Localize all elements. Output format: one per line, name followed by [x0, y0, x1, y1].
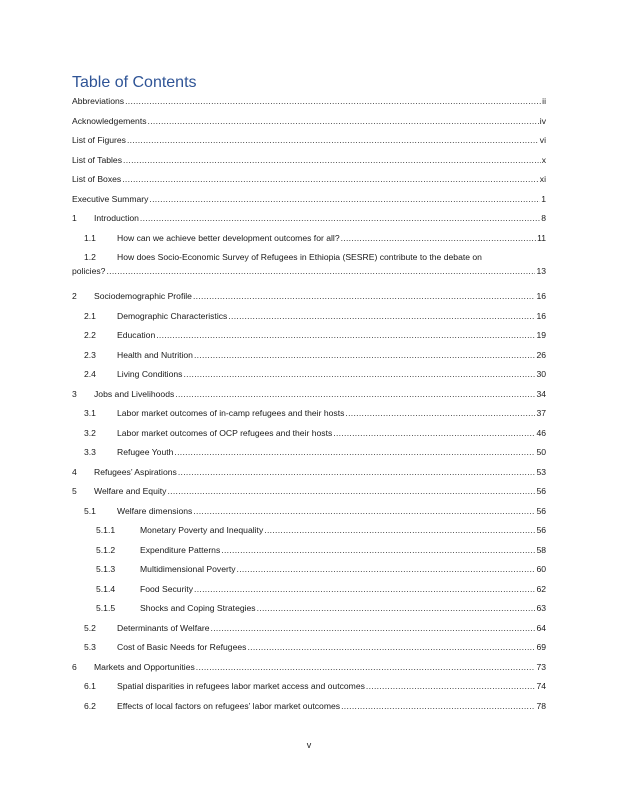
- toc-entry-title: Demographic Characteristics: [117, 310, 228, 321]
- toc-entry-page: xi: [539, 174, 546, 184]
- toc-entry[interactable]: [72, 406, 546, 426]
- toc-entry-number: 5.1.3: [96, 564, 116, 574]
- toc-entry-number: 1.2: [84, 252, 96, 262]
- toc-entry[interactable]: [72, 445, 546, 465]
- toc-dot-leader: [193, 504, 535, 518]
- toc-dot-leader: [211, 621, 536, 635]
- toc-entry-title: List of Tables: [72, 154, 123, 165]
- toc-entry-number: 2.1: [84, 310, 96, 321]
- toc-entry-line: [72, 309, 546, 323]
- toc-dot-leader: [345, 406, 535, 420]
- toc-entry-line: [72, 601, 546, 615]
- toc-entry-page: x: [541, 154, 546, 165]
- page-number: v: [306, 740, 312, 750]
- toc-dot-leader: [175, 387, 535, 401]
- toc-entry-line: [72, 465, 546, 479]
- toc-entry-number: 2.3: [84, 349, 96, 360]
- toc-entry-number: 3: [72, 388, 77, 399]
- toc-entry-line: [72, 94, 546, 108]
- toc-entry-page: 1: [541, 193, 546, 204]
- toc-dot-leader: [183, 367, 535, 381]
- toc-entry-line: [72, 445, 546, 459]
- toc-entry-page: 46: [536, 427, 546, 438]
- toc-entry-line: [72, 114, 546, 128]
- toc-entry-page: 16: [536, 291, 546, 301]
- toc-entry-number: 3.2: [84, 427, 96, 438]
- toc-entry-page: 13: [536, 266, 546, 276]
- toc-entry-line: [72, 543, 546, 557]
- toc-entry-title: Refugees’ Aspirations: [94, 466, 177, 477]
- toc-entry-number: 6.2: [84, 700, 96, 711]
- toc-entry-line: [72, 172, 546, 186]
- toc-entry-page: 78: [536, 700, 546, 711]
- toc-dot-leader: [127, 133, 539, 147]
- toc-entry-title: Introduction: [94, 213, 139, 223]
- toc-entry-line: [72, 640, 546, 654]
- toc-entry-number: 5.3: [84, 642, 96, 652]
- toc-entry-page: 26: [536, 349, 546, 360]
- toc-entry-page: 58: [536, 544, 546, 555]
- toc-entry-title: Jobs and Livelihoods: [94, 388, 175, 399]
- toc-entry-title: Education: [117, 330, 156, 340]
- toc-entry[interactable]: [72, 289, 546, 309]
- toc-dot-leader: [341, 231, 536, 245]
- toc-entry[interactable]: [72, 465, 546, 485]
- toc-entry-title: Acknowledgements: [72, 115, 147, 126]
- toc-entry-title: Welfare and Equity: [94, 486, 167, 496]
- toc-entry-line-2: [72, 264, 546, 278]
- toc-entry-line: [72, 387, 546, 401]
- toc-dot-leader: [333, 426, 535, 440]
- toc-entry-page: 53: [536, 466, 546, 477]
- toc-entry[interactable]: [72, 367, 546, 387]
- toc-entry-line: [72, 211, 546, 225]
- toc-entry[interactable]: [72, 192, 546, 212]
- toc-entry-title: Refugee Youth: [117, 447, 174, 457]
- toc-entry-page: 56: [536, 525, 546, 535]
- toc-entry-title: Welfare dimensions: [117, 505, 193, 516]
- toc-entry-page: vi: [539, 135, 546, 145]
- toc-entry[interactable]: [72, 309, 546, 329]
- toc-dot-leader: [221, 543, 535, 557]
- toc-entry[interactable]: [72, 133, 546, 153]
- toc-entry-page: 62: [536, 583, 546, 594]
- toc-dot-leader: [247, 640, 535, 654]
- toc-entry[interactable]: [72, 348, 546, 368]
- toc-dot-leader: [123, 153, 541, 167]
- toc-entry-number: 5: [72, 486, 77, 496]
- toc-dot-leader: [167, 484, 535, 498]
- toc-entry-number: 3.3: [84, 447, 96, 457]
- toc-dot-leader: [257, 601, 536, 615]
- toc-entry-page: 74: [536, 681, 546, 691]
- toc-entry-number: 6.1: [84, 681, 96, 691]
- toc-entry-title: Expenditure Patterns: [140, 544, 221, 555]
- toc-entry[interactable]: [72, 94, 546, 114]
- toc-entry-number: 5.1: [84, 505, 96, 516]
- toc-entry-number: 4: [72, 466, 77, 477]
- toc-entry-page: 11: [537, 232, 546, 243]
- toc-entry-number: 5.1.5: [96, 603, 116, 613]
- toc-entry-number: 5.1.2: [96, 544, 116, 555]
- toc-entry-title: Food Security: [140, 583, 194, 594]
- toc-dot-leader: [194, 582, 535, 596]
- toc-entry-page: 69: [536, 642, 546, 652]
- toc-entry-title: How can we achieve better development outcomes for all?: [117, 232, 340, 243]
- toc-entry[interactable]: [72, 504, 546, 524]
- toc-entry[interactable]: [72, 660, 546, 680]
- toc-entry-number: 1.1: [84, 232, 96, 243]
- toc-dot-leader: [156, 328, 535, 342]
- toc-entry-number: 1: [72, 213, 77, 223]
- toc-entry-number: 5.1.4: [96, 583, 116, 594]
- toc-entry-number: 2.4: [84, 369, 96, 379]
- toc-entry-line: [72, 484, 546, 498]
- toc-entry-page: 56: [536, 505, 546, 516]
- toc-entry-title: Labor market outcomes of OCP refugees and their hosts: [117, 427, 333, 438]
- toc-entry[interactable]: [72, 679, 546, 699]
- toc-entry-page: 30: [536, 369, 546, 379]
- toc-entry-title: Sociodemographic Profile: [94, 291, 192, 301]
- toc-entry-line: [72, 328, 546, 342]
- toc-entry-line: [72, 660, 546, 674]
- toc-entry-line: [72, 289, 546, 303]
- toc-entry-line: [72, 504, 546, 518]
- toc-entry-line: [72, 562, 546, 576]
- toc-entry[interactable]: [72, 153, 546, 173]
- toc-entry-page: 50: [536, 447, 546, 457]
- toc-entry-line: [72, 523, 546, 537]
- toc-entry-page: 34: [536, 388, 546, 399]
- toc-entry-title: Labor market outcomes of in-camp refugees and their hosts: [117, 408, 345, 418]
- toc-entry-line: [72, 426, 546, 440]
- toc-entry-page: 56: [536, 486, 546, 496]
- toc-dot-leader: [366, 679, 536, 693]
- toc-entry-line: [72, 582, 546, 596]
- toc-entry-line: [72, 133, 546, 147]
- toc-entry-line: [72, 192, 546, 206]
- toc-entry-title: Cost of Basic Needs for Refugees: [117, 642, 247, 652]
- toc-entry[interactable]: [72, 582, 546, 602]
- toc-entry[interactable]: [72, 211, 546, 231]
- toc-entry-line-1: [72, 250, 546, 264]
- toc-entry-title: List of Boxes: [72, 174, 122, 184]
- toc-entry-page: 73: [536, 661, 546, 672]
- toc-entry[interactable]: [72, 543, 546, 563]
- toc-entry-title: Markets and Opportunities: [94, 661, 195, 672]
- toc-entry-title: List of Figures: [72, 135, 126, 145]
- toc-entry-number: 5.2: [84, 622, 96, 633]
- toc-entry[interactable]: [72, 387, 546, 407]
- toc-entry[interactable]: [72, 250, 546, 289]
- toc-entry-title: Monetary Poverty and Inequality: [140, 525, 264, 535]
- toc-entry-page: iv: [539, 115, 546, 126]
- toc-entry-title: Effects of local factors on refugees’ labor market outcomes: [117, 700, 341, 711]
- toc-entry-number: 6: [72, 661, 77, 672]
- toc-entry-page: 19: [536, 330, 546, 340]
- toc-dot-leader: [122, 172, 539, 186]
- toc-entry-line: [72, 621, 546, 635]
- toc-entry-line: [72, 367, 546, 381]
- toc-entry-page: 37: [536, 408, 546, 418]
- toc-dot-leader: [174, 445, 535, 459]
- toc-dot-leader: [149, 192, 540, 206]
- toc-entry[interactable]: [72, 172, 546, 192]
- toc-entry-title: Shocks and Coping Strategies: [140, 603, 256, 613]
- toc-heading: Table of Contents: [72, 74, 197, 91]
- toc-entry-line: [72, 348, 546, 362]
- toc-entry-title: Determinants of Welfare: [117, 622, 210, 633]
- toc-entry[interactable]: [72, 562, 546, 582]
- toc-entry[interactable]: [72, 601, 546, 621]
- toc-entry-title: Spatial disparities in refugees labor market access and outcomes: [117, 681, 365, 691]
- toc-entry-title: Abbreviations: [72, 96, 125, 106]
- toc-entry-title: Health and Nutrition: [117, 349, 193, 360]
- toc-dot-leader: [237, 562, 536, 576]
- toc-dot-leader: [228, 309, 535, 323]
- toc-entry-line: [72, 679, 546, 693]
- toc-dot-leader: [106, 264, 535, 278]
- toc-entry-page: ii: [542, 96, 546, 106]
- toc-dot-leader: [193, 289, 536, 303]
- toc-entry[interactable]: [72, 484, 546, 504]
- toc-entry-page: 16: [536, 310, 546, 321]
- toc-dot-leader: [264, 523, 535, 537]
- toc-entry-title: Multidimensional Poverty: [140, 564, 236, 574]
- toc-entry-page: 64: [536, 622, 546, 633]
- toc-entry-page: 60: [536, 564, 546, 574]
- toc-entry-line: [72, 406, 546, 420]
- toc-dot-leader: [194, 348, 535, 362]
- toc-dot-leader: [196, 660, 536, 674]
- toc-entry-line: [72, 153, 546, 167]
- toc-entry-page: 63: [536, 603, 546, 613]
- toc-entry-page: 8: [541, 213, 546, 223]
- toc-entry[interactable]: [72, 523, 546, 543]
- toc-dot-leader: [341, 699, 535, 713]
- toc-entry[interactable]: [72, 114, 546, 134]
- toc-entry-title: Living Conditions: [117, 369, 183, 379]
- toc-dot-leader: [178, 465, 536, 479]
- toc-entry-number: 5.1.1: [96, 525, 116, 535]
- toc-entry[interactable]: [72, 328, 546, 348]
- toc-entry-line: [72, 699, 546, 713]
- toc-entry-line: [72, 231, 546, 245]
- toc-entry[interactable]: [72, 699, 546, 719]
- toc-entry-title: How does Socio-Economic Survey of Refugees in Ethiopia (SESRE) contribute to the debate on: [117, 252, 482, 262]
- toc-entry-title-continued: policies?: [72, 266, 106, 276]
- toc-entry-number: 2.2: [84, 330, 96, 340]
- toc-dot-leader: [125, 94, 541, 108]
- toc-entry[interactable]: [72, 426, 546, 446]
- toc-entry-number: 2: [72, 291, 77, 301]
- toc-dot-leader: [148, 114, 539, 128]
- toc-entry[interactable]: [72, 640, 546, 660]
- toc-entry[interactable]: [72, 621, 546, 641]
- toc-entry-title: Executive Summary: [72, 193, 149, 204]
- toc-list: [72, 94, 546, 718]
- toc-entry[interactable]: [72, 231, 546, 251]
- toc-dot-leader: [140, 211, 540, 225]
- toc-entry-number: 3.1: [84, 408, 96, 418]
